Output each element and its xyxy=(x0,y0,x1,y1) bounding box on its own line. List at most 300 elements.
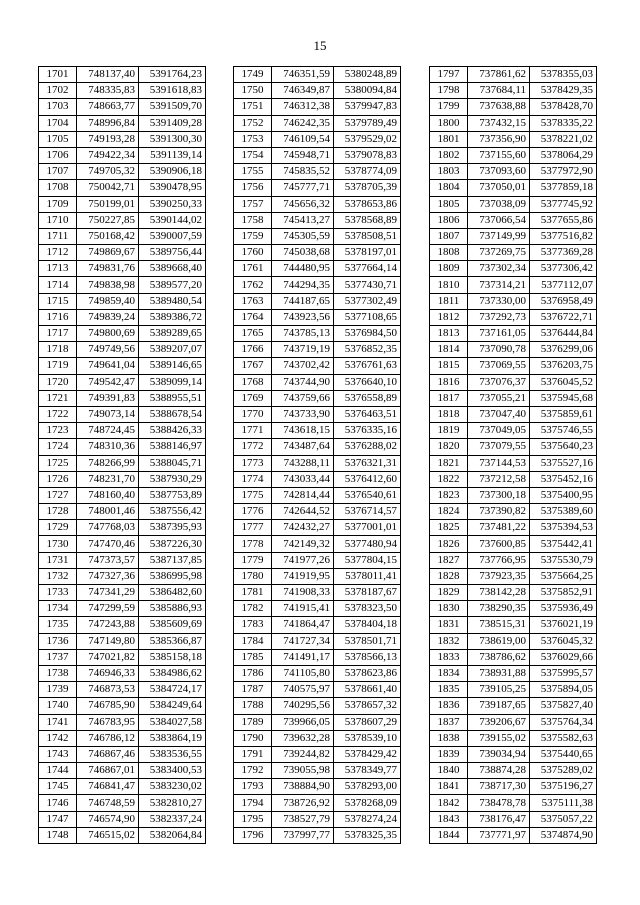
y-coordinate: 5389386,72 xyxy=(139,309,206,325)
y-coordinate: 5375764,34 xyxy=(530,714,597,730)
coordinate-table-3 xyxy=(429,66,597,844)
point-number: 1764 xyxy=(234,309,272,325)
table-row xyxy=(430,763,597,779)
table-row xyxy=(234,326,401,342)
y-coordinate: 5387395,93 xyxy=(139,520,206,536)
y-coordinate: 5377859,18 xyxy=(530,180,597,196)
table-row xyxy=(234,423,401,439)
y-coordinate: 5377369,28 xyxy=(530,245,597,261)
x-coordinate: 744187,65 xyxy=(272,293,334,309)
y-coordinate: 5391618,83 xyxy=(139,83,206,99)
table-row xyxy=(430,180,597,196)
table-row xyxy=(39,67,206,83)
x-coordinate: 737066,54 xyxy=(468,212,530,228)
y-coordinate: 5378335,22 xyxy=(530,115,597,131)
table-row xyxy=(234,439,401,455)
x-coordinate: 740575,97 xyxy=(272,682,334,698)
table-row xyxy=(234,293,401,309)
point-number: 1775 xyxy=(234,487,272,503)
table-row xyxy=(430,520,597,536)
point-number: 1751 xyxy=(234,99,272,115)
x-coordinate: 738142,28 xyxy=(468,585,530,601)
table-row xyxy=(234,164,401,180)
x-coordinate: 748160,40 xyxy=(77,487,139,503)
table-row xyxy=(234,730,401,746)
table-row xyxy=(234,471,401,487)
table-row xyxy=(39,827,206,843)
table-row xyxy=(39,293,206,309)
x-coordinate: 743759,66 xyxy=(272,390,334,406)
point-number: 1838 xyxy=(430,730,468,746)
y-coordinate: 5379947,83 xyxy=(334,99,401,115)
point-number: 1805 xyxy=(430,196,468,212)
x-coordinate: 739966,05 xyxy=(272,714,334,730)
x-coordinate: 746841,47 xyxy=(77,779,139,795)
x-coordinate: 737997,77 xyxy=(272,827,334,843)
x-coordinate: 742814,44 xyxy=(272,487,334,503)
x-coordinate: 738176,47 xyxy=(468,811,530,827)
y-coordinate: 5376321,31 xyxy=(334,455,401,471)
y-coordinate: 5378428,70 xyxy=(530,99,597,115)
point-number: 1712 xyxy=(39,245,77,261)
point-number: 1757 xyxy=(234,196,272,212)
table-row xyxy=(39,115,206,131)
point-number: 1790 xyxy=(234,730,272,746)
x-coordinate: 741105,80 xyxy=(272,665,334,681)
table-row xyxy=(234,649,401,665)
x-coordinate: 737069,55 xyxy=(468,358,530,374)
x-coordinate: 737600,85 xyxy=(468,536,530,552)
x-coordinate: 741864,47 xyxy=(272,617,334,633)
y-coordinate: 5378705,39 xyxy=(334,180,401,196)
table-row xyxy=(234,228,401,244)
point-number: 1704 xyxy=(39,115,77,131)
table-row xyxy=(430,601,597,617)
x-coordinate: 746349,87 xyxy=(272,83,334,99)
y-coordinate: 5376540,61 xyxy=(334,487,401,503)
x-coordinate: 744480,95 xyxy=(272,261,334,277)
y-coordinate: 5378607,29 xyxy=(334,714,401,730)
x-coordinate: 749641,04 xyxy=(77,358,139,374)
point-number: 1814 xyxy=(430,342,468,358)
table-row xyxy=(39,633,206,649)
y-coordinate: 5388146,97 xyxy=(139,439,206,455)
table-row xyxy=(234,67,401,83)
y-coordinate: 5376288,02 xyxy=(334,439,401,455)
point-number: 1842 xyxy=(430,795,468,811)
y-coordinate: 5382810,27 xyxy=(139,795,206,811)
x-coordinate: 737300,18 xyxy=(468,487,530,503)
point-number: 1795 xyxy=(234,811,272,827)
table-row xyxy=(430,827,597,843)
x-coordinate: 737038,09 xyxy=(468,196,530,212)
x-coordinate: 746873,53 xyxy=(77,682,139,698)
point-number: 1721 xyxy=(39,390,77,406)
table-row xyxy=(430,714,597,730)
point-number: 1731 xyxy=(39,552,77,568)
table-row xyxy=(39,245,206,261)
point-number: 1748 xyxy=(39,827,77,843)
table-row xyxy=(39,358,206,374)
y-coordinate: 5378661,40 xyxy=(334,682,401,698)
point-number: 1788 xyxy=(234,698,272,714)
table-row xyxy=(234,617,401,633)
table-row xyxy=(430,439,597,455)
table-row xyxy=(430,568,597,584)
point-number: 1822 xyxy=(430,471,468,487)
point-number: 1812 xyxy=(430,309,468,325)
table-row xyxy=(234,245,401,261)
y-coordinate: 5378187,67 xyxy=(334,585,401,601)
y-coordinate: 5375827,40 xyxy=(530,698,597,714)
table-row xyxy=(39,99,206,115)
table-row xyxy=(39,698,206,714)
x-coordinate: 749749,56 xyxy=(77,342,139,358)
point-number: 1832 xyxy=(430,633,468,649)
y-coordinate: 5378064,29 xyxy=(530,147,597,163)
point-number: 1784 xyxy=(234,633,272,649)
y-coordinate: 5390478,95 xyxy=(139,180,206,196)
x-coordinate: 738717,30 xyxy=(468,779,530,795)
table-row xyxy=(430,536,597,552)
table-row xyxy=(234,358,401,374)
x-coordinate: 747768,03 xyxy=(77,520,139,536)
table-row xyxy=(39,746,206,762)
x-coordinate: 748310,36 xyxy=(77,439,139,455)
y-coordinate: 5376045,52 xyxy=(530,374,597,390)
x-coordinate: 741915,41 xyxy=(272,601,334,617)
x-coordinate: 745305,59 xyxy=(272,228,334,244)
table-row xyxy=(39,649,206,665)
y-coordinate: 5375196,27 xyxy=(530,779,597,795)
y-coordinate: 5378657,32 xyxy=(334,698,401,714)
table-row xyxy=(39,617,206,633)
point-number: 1743 xyxy=(39,746,77,762)
y-coordinate: 5378429,35 xyxy=(530,83,597,99)
table-row xyxy=(39,326,206,342)
point-number: 1781 xyxy=(234,585,272,601)
y-coordinate: 5387556,42 xyxy=(139,504,206,520)
y-coordinate: 5384986,62 xyxy=(139,665,206,681)
y-coordinate: 5378404,18 xyxy=(334,617,401,633)
table-row xyxy=(430,423,597,439)
table-row xyxy=(39,131,206,147)
table-row xyxy=(39,147,206,163)
table-row xyxy=(234,504,401,520)
x-coordinate: 747470,46 xyxy=(77,536,139,552)
table-row xyxy=(430,746,597,762)
y-coordinate: 5378274,24 xyxy=(334,811,401,827)
point-number: 1767 xyxy=(234,358,272,374)
point-number: 1828 xyxy=(430,568,468,584)
table-row xyxy=(430,504,597,520)
y-coordinate: 5378623,86 xyxy=(334,665,401,681)
y-coordinate: 5376021,19 xyxy=(530,617,597,633)
point-number: 1769 xyxy=(234,390,272,406)
point-number: 1737 xyxy=(39,649,77,665)
table-row xyxy=(39,374,206,390)
point-number: 1728 xyxy=(39,504,77,520)
y-coordinate: 5385609,69 xyxy=(139,617,206,633)
point-number: 1729 xyxy=(39,520,77,536)
y-coordinate: 5382337,24 xyxy=(139,811,206,827)
y-coordinate: 5376958,49 xyxy=(530,293,597,309)
x-coordinate: 741919,95 xyxy=(272,568,334,584)
y-coordinate: 5375389,60 xyxy=(530,504,597,520)
point-number: 1749 xyxy=(234,67,272,83)
x-coordinate: 742432,27 xyxy=(272,520,334,536)
y-coordinate: 5378221,02 xyxy=(530,131,597,147)
y-coordinate: 5375995,57 xyxy=(530,665,597,681)
point-number: 1823 xyxy=(430,487,468,503)
x-coordinate: 744294,35 xyxy=(272,277,334,293)
y-coordinate: 5385158,18 xyxy=(139,649,206,665)
x-coordinate: 739105,25 xyxy=(468,682,530,698)
x-coordinate: 746783,95 xyxy=(77,714,139,730)
x-coordinate: 750042,71 xyxy=(77,180,139,196)
y-coordinate: 5376463,51 xyxy=(334,406,401,422)
y-coordinate: 5389756,44 xyxy=(139,245,206,261)
table-row xyxy=(234,83,401,99)
table-row xyxy=(39,552,206,568)
y-coordinate: 5389480,54 xyxy=(139,293,206,309)
point-number: 1765 xyxy=(234,326,272,342)
table-row xyxy=(39,342,206,358)
y-coordinate: 5390144,02 xyxy=(139,212,206,228)
point-number: 1829 xyxy=(430,585,468,601)
x-coordinate: 737055,21 xyxy=(468,390,530,406)
y-coordinate: 5377001,01 xyxy=(334,520,401,536)
point-number: 1736 xyxy=(39,633,77,649)
table-row xyxy=(430,196,597,212)
point-number: 1774 xyxy=(234,471,272,487)
point-number: 1702 xyxy=(39,83,77,99)
y-coordinate: 5377108,65 xyxy=(334,309,401,325)
x-coordinate: 739034,94 xyxy=(468,746,530,762)
point-number: 1797 xyxy=(430,67,468,83)
y-coordinate: 5375746,55 xyxy=(530,423,597,439)
y-coordinate: 5375530,79 xyxy=(530,552,597,568)
table-row xyxy=(39,730,206,746)
point-number: 1763 xyxy=(234,293,272,309)
x-coordinate: 746574,90 xyxy=(77,811,139,827)
y-coordinate: 5378325,35 xyxy=(334,827,401,843)
point-number: 1810 xyxy=(430,277,468,293)
table-row xyxy=(430,795,597,811)
y-coordinate: 5377804,15 xyxy=(334,552,401,568)
table-row xyxy=(39,212,206,228)
y-coordinate: 5378355,03 xyxy=(530,67,597,83)
x-coordinate: 739155,02 xyxy=(468,730,530,746)
table-row xyxy=(430,342,597,358)
x-coordinate: 737771,97 xyxy=(468,827,530,843)
point-number: 1820 xyxy=(430,439,468,455)
point-number: 1758 xyxy=(234,212,272,228)
y-coordinate: 5384027,58 xyxy=(139,714,206,730)
x-coordinate: 746242,35 xyxy=(272,115,334,131)
x-coordinate: 737079,55 xyxy=(468,439,530,455)
table-row xyxy=(430,99,597,115)
table-row xyxy=(39,682,206,698)
table-row xyxy=(430,358,597,374)
table-row xyxy=(39,601,206,617)
table-row xyxy=(430,261,597,277)
point-number: 1762 xyxy=(234,277,272,293)
table-row xyxy=(39,763,206,779)
point-number: 1800 xyxy=(430,115,468,131)
y-coordinate: 5386995,98 xyxy=(139,568,206,584)
x-coordinate: 738726,92 xyxy=(272,795,334,811)
point-number: 1836 xyxy=(430,698,468,714)
x-coordinate: 746867,46 xyxy=(77,746,139,762)
x-coordinate: 737684,11 xyxy=(468,83,530,99)
point-number: 1792 xyxy=(234,763,272,779)
x-coordinate: 749705,32 xyxy=(77,164,139,180)
point-number: 1824 xyxy=(430,504,468,520)
x-coordinate: 743033,44 xyxy=(272,471,334,487)
point-number: 1830 xyxy=(430,601,468,617)
point-number: 1819 xyxy=(430,423,468,439)
y-coordinate: 5389207,07 xyxy=(139,342,206,358)
table-row xyxy=(39,568,206,584)
table-row xyxy=(430,67,597,83)
table-row xyxy=(234,455,401,471)
point-number: 1725 xyxy=(39,455,77,471)
y-coordinate: 5391509,70 xyxy=(139,99,206,115)
table-row xyxy=(430,698,597,714)
x-coordinate: 739632,28 xyxy=(272,730,334,746)
y-coordinate: 5391764,23 xyxy=(139,67,206,83)
y-coordinate: 5376558,89 xyxy=(334,390,401,406)
point-number: 1803 xyxy=(430,164,468,180)
point-number: 1717 xyxy=(39,326,77,342)
x-coordinate: 737155,60 xyxy=(468,147,530,163)
y-coordinate: 5376412,60 xyxy=(334,471,401,487)
y-coordinate: 5375400,95 xyxy=(530,487,597,503)
x-coordinate: 737049,05 xyxy=(468,423,530,439)
x-coordinate: 746946,33 xyxy=(77,665,139,681)
y-coordinate: 5387137,85 xyxy=(139,552,206,568)
y-coordinate: 5378508,51 xyxy=(334,228,401,244)
point-number: 1834 xyxy=(430,665,468,681)
table-row xyxy=(39,455,206,471)
point-number: 1752 xyxy=(234,115,272,131)
x-coordinate: 743744,90 xyxy=(272,374,334,390)
table-row xyxy=(39,520,206,536)
y-coordinate: 5387753,89 xyxy=(139,487,206,503)
y-coordinate: 5385366,87 xyxy=(139,633,206,649)
y-coordinate: 5383230,02 xyxy=(139,779,206,795)
y-coordinate: 5382064,84 xyxy=(139,827,206,843)
x-coordinate: 748137,40 xyxy=(77,67,139,83)
point-number: 1760 xyxy=(234,245,272,261)
point-number: 1787 xyxy=(234,682,272,698)
x-coordinate: 738931,88 xyxy=(468,665,530,681)
table-row xyxy=(430,633,597,649)
y-coordinate: 5389146,65 xyxy=(139,358,206,374)
y-coordinate: 5377516,82 xyxy=(530,228,597,244)
y-coordinate: 5389668,40 xyxy=(139,261,206,277)
y-coordinate: 5386482,60 xyxy=(139,585,206,601)
x-coordinate: 749422,34 xyxy=(77,147,139,163)
table-row xyxy=(39,83,206,99)
table-row xyxy=(39,779,206,795)
x-coordinate: 745038,68 xyxy=(272,245,334,261)
point-number: 1745 xyxy=(39,779,77,795)
point-number: 1724 xyxy=(39,439,77,455)
x-coordinate: 748266,99 xyxy=(77,455,139,471)
point-number: 1799 xyxy=(430,99,468,115)
x-coordinate: 737314,21 xyxy=(468,277,530,293)
table-row xyxy=(430,115,597,131)
table-row xyxy=(234,795,401,811)
point-number: 1701 xyxy=(39,67,77,83)
x-coordinate: 747021,82 xyxy=(77,649,139,665)
point-number: 1705 xyxy=(39,131,77,147)
y-coordinate: 5390007,59 xyxy=(139,228,206,244)
x-coordinate: 737766,95 xyxy=(468,552,530,568)
x-coordinate: 746515,02 xyxy=(77,827,139,843)
point-number: 1825 xyxy=(430,520,468,536)
x-coordinate: 743719,19 xyxy=(272,342,334,358)
x-coordinate: 743785,13 xyxy=(272,326,334,342)
point-number: 1782 xyxy=(234,601,272,617)
y-coordinate: 5375442,41 xyxy=(530,536,597,552)
y-coordinate: 5388955,51 xyxy=(139,390,206,406)
y-coordinate: 5390250,33 xyxy=(139,196,206,212)
point-number: 1794 xyxy=(234,795,272,811)
x-coordinate: 745413,27 xyxy=(272,212,334,228)
x-coordinate: 737093,60 xyxy=(468,164,530,180)
x-coordinate: 743923,56 xyxy=(272,309,334,325)
table-row xyxy=(39,261,206,277)
y-coordinate: 5376045,32 xyxy=(530,633,597,649)
table-row xyxy=(234,536,401,552)
y-coordinate: 5378568,89 xyxy=(334,212,401,228)
x-coordinate: 739055,98 xyxy=(272,763,334,779)
table-row xyxy=(39,228,206,244)
table-row xyxy=(39,504,206,520)
table-row xyxy=(234,682,401,698)
y-coordinate: 5375894,05 xyxy=(530,682,597,698)
point-number: 1720 xyxy=(39,374,77,390)
table-row xyxy=(234,147,401,163)
x-coordinate: 745777,71 xyxy=(272,180,334,196)
x-coordinate: 748996,84 xyxy=(77,115,139,131)
point-number: 1766 xyxy=(234,342,272,358)
point-number: 1827 xyxy=(430,552,468,568)
table-row xyxy=(234,390,401,406)
point-number: 1789 xyxy=(234,714,272,730)
y-coordinate: 5376984,50 xyxy=(334,326,401,342)
table-row xyxy=(234,309,401,325)
table-row xyxy=(39,714,206,730)
x-coordinate: 741908,33 xyxy=(272,585,334,601)
point-number: 1707 xyxy=(39,164,77,180)
table-row xyxy=(39,309,206,325)
y-coordinate: 5375582,63 xyxy=(530,730,597,746)
y-coordinate: 5375440,65 xyxy=(530,746,597,762)
y-coordinate: 5375945,68 xyxy=(530,390,597,406)
point-number: 1715 xyxy=(39,293,77,309)
table-row xyxy=(39,585,206,601)
y-coordinate: 5376761,63 xyxy=(334,358,401,374)
point-number: 1808 xyxy=(430,245,468,261)
point-number: 1742 xyxy=(39,730,77,746)
point-number: 1735 xyxy=(39,617,77,633)
y-coordinate: 5378349,77 xyxy=(334,763,401,779)
x-coordinate: 739206,67 xyxy=(468,714,530,730)
